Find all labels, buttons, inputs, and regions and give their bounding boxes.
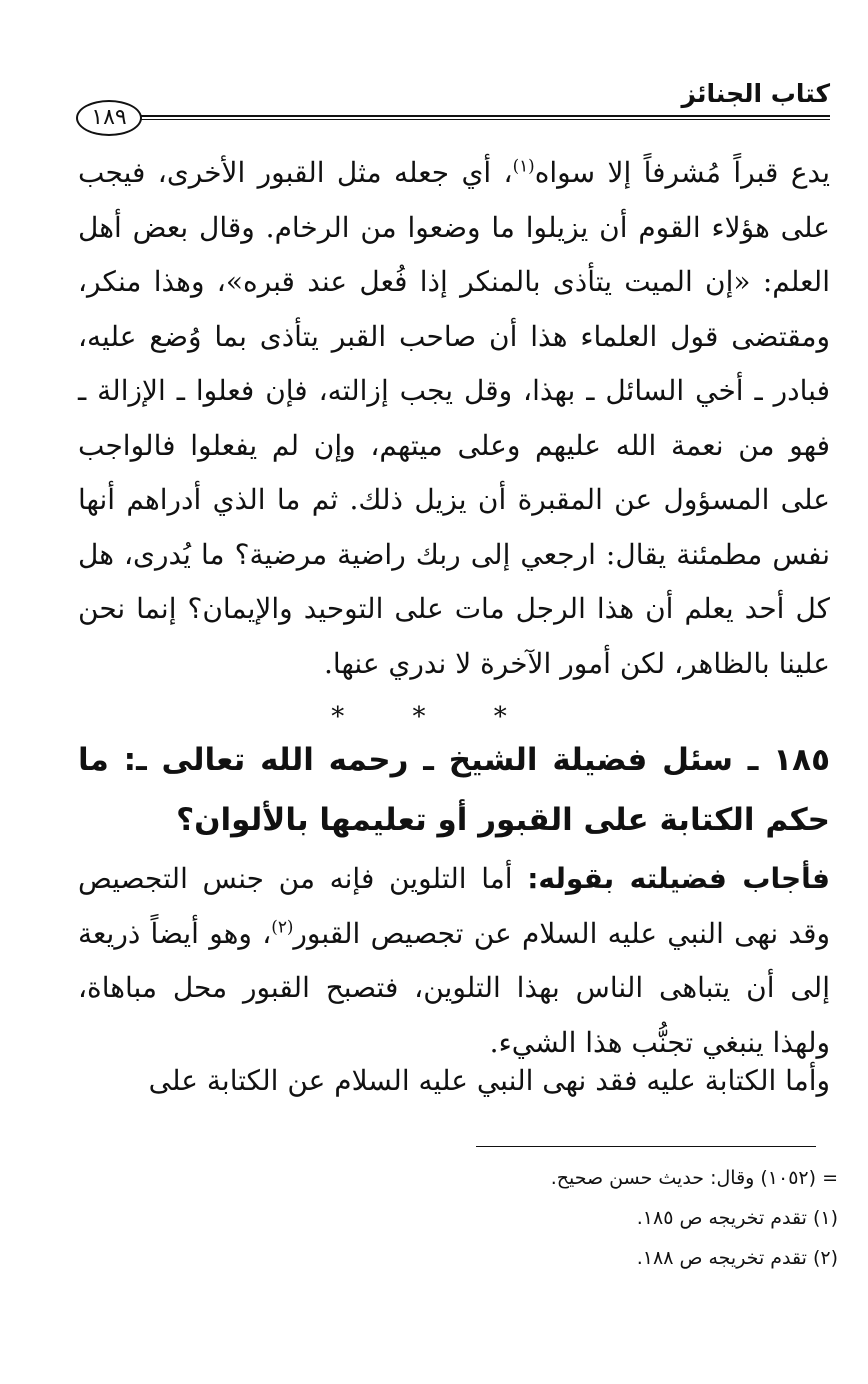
header-rule-thin (136, 119, 830, 120)
footnote-2: (٢) تقدم تخريجه ص ١٨٨. (636, 1247, 838, 1269)
answer-paragraph (78, 852, 830, 1070)
paragraph-1-part-b: ، أي جعله مثل القبور الأخرى، فيجب على هؤلاء القوم أن يزيلوا ما وضعوا من الرخام. وقال بعض أهل العلم: «إن الميت يتأذى بالمنكر إذا فُعل عند قبره»، وهذا منكر، ومقتضى قول العلماء هذا أن صاحب القبر يتأذى بما وُضع عليه، فبادر ـ أخي السائل ـ بهذا، وقل يجب إزالته، فإن فعلوا ـ الإزالة ـ فهو من نعمة الله عليهم وعلى ميتهم، وإن لم يفعلوا فالواجب على المسؤول عن المقبرة أن يزيل ذلك. ثم ما الذي أدراهم أنها نفس مطمئنة يقال: ارجعي إلى ربك راضية مرضية؟ ما يُدرى، هل كل أحد يعلم أن هذا الرجل مات على التوحيد والإيمان؟ إنما نحن علينا بالظاهر، لكن أمور الآخرة لا ندري عنها. (78, 156, 830, 680)
question-heading: ١٨٥ ـ سئل فضيلة الشيخ ـ رحمه الله تعالى ـ: ما حكم الكتابة على القبور أو تعليمها بالألوان؟ (78, 742, 830, 838)
footnote-ref-1: (١) (512, 155, 535, 176)
paragraph-1 (78, 146, 830, 691)
footnote-ref-2: (٢) (271, 916, 294, 937)
paragraph-3: وأما الكتابة عليه فقد نهى النبي عليه السلام عن الكتابة على (148, 1064, 830, 1097)
footnote-1: (١) تقدم تخريجه ص ١٨٥. (636, 1207, 838, 1229)
footnotes (48, 1158, 838, 1278)
paragraph-1-part-a: يدع قبراً مُشرفاً إلا سواه (534, 156, 831, 189)
chapter-title: كتاب الجنائز (681, 79, 830, 108)
page-number: ١٨٩ (76, 100, 142, 136)
answer-part-b: ، وهو أيضاً ذريعة إلى أن يتباهى الناس بهذا التلوين، فتصبح القبور محل مباهاة، ولهذا ينبغي تجنُّب هذا الشيء. (78, 916, 830, 1059)
footnote-divider (476, 1146, 816, 1147)
section-separator: * * * (331, 702, 537, 732)
answer-part-a: أما التلوين فإنه من جنس التجصيص وقد نهى النبي عليه السلام عن تجصيص القبور (78, 862, 831, 950)
footnote-continuation: = (١٠٥٢) وقال: حديث حسن صحيح. (550, 1167, 838, 1189)
header-rule (136, 115, 830, 117)
page-header (76, 78, 830, 130)
answer-lead: فأجاب فضيلته بقوله: (527, 862, 830, 895)
